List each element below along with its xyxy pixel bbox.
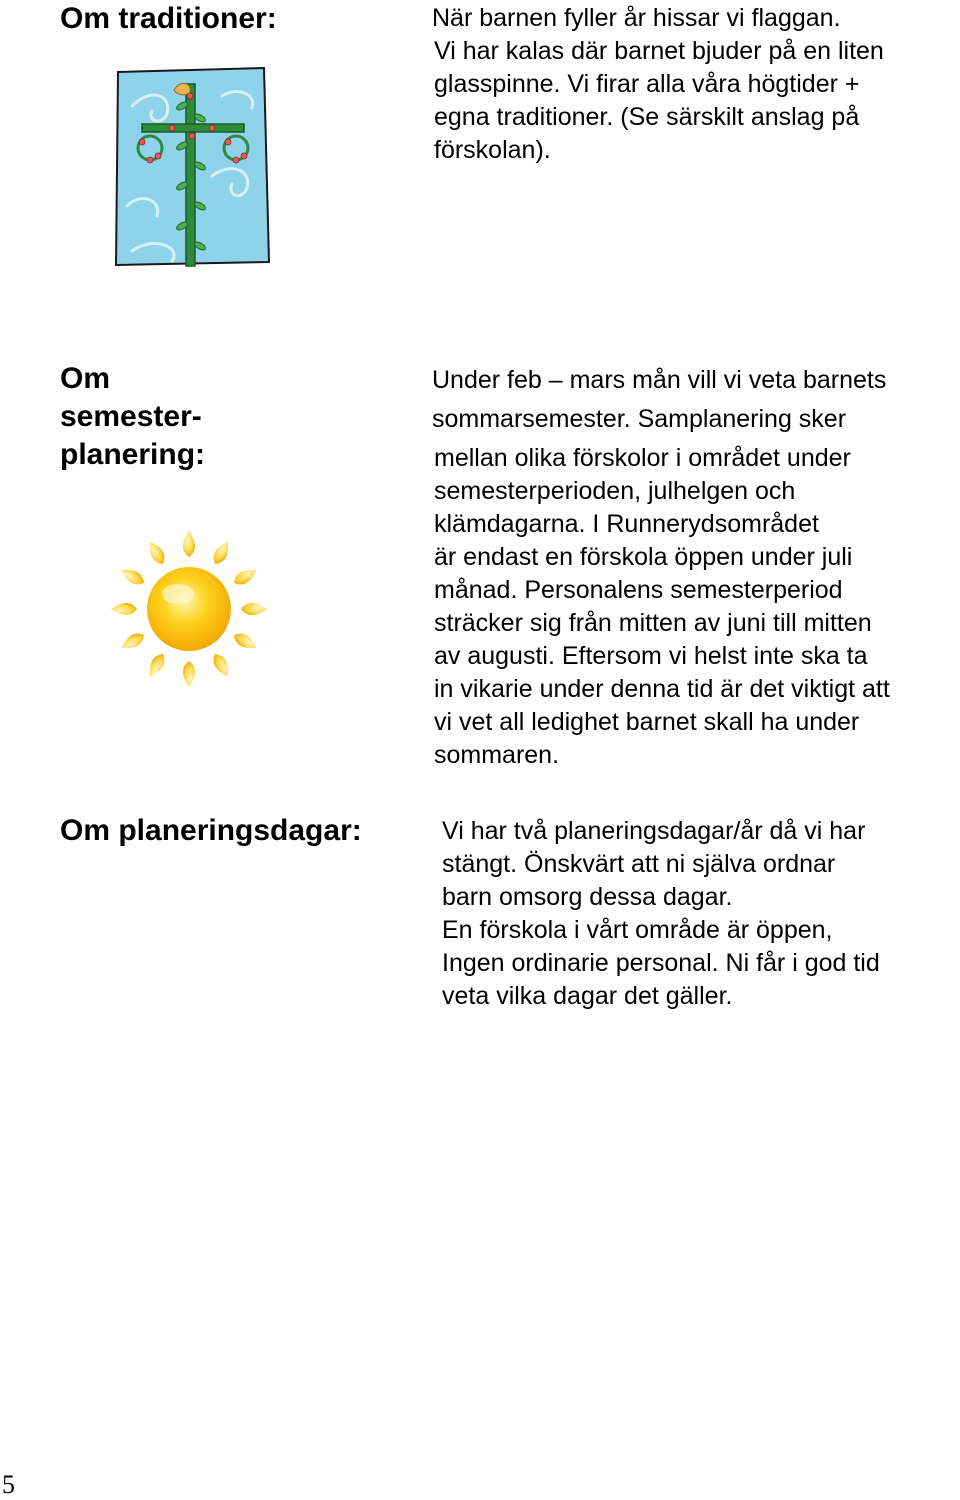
sun-illustration [106, 530, 272, 688]
vacation-text-line: av augusti. Eftersom vi helst inte ska ta [434, 642, 868, 670]
page-number: 5 [2, 1470, 15, 1499]
vacation-text-line: är endast en förskola öppen under juli [434, 543, 853, 571]
vacation-text-line: in vikarie under denna tid är det viktigt att [434, 675, 890, 703]
vacation-heading-line: semester- [60, 400, 202, 433]
vacation-heading-line: planering: [60, 438, 206, 471]
vacation-text-line: mellan olika förskolor i området under [434, 444, 851, 472]
traditions-text-line: När barnen fyller år hissar vi flaggan. [432, 4, 841, 32]
planning-days-text-line: Vi har två planeringsdagar/år då vi har [442, 817, 866, 845]
planning-days-text-line: En förskola i vårt område är öppen, [442, 916, 833, 944]
traditions-heading: Om traditioner: [60, 2, 277, 35]
vacation-heading-line: Om [60, 362, 111, 395]
vacation-text-line: semesterperioden, julhelgen och [434, 477, 796, 505]
vacation-text-line: månad. Personalens semesterperiod [434, 576, 843, 604]
planning-days-text-line: veta vilka dagar det gäller. [442, 982, 733, 1010]
vacation-text-line: sträcker sig från mitten av juni till mitten [434, 609, 872, 637]
vacation-text-line: sommarsemester. Samplanering sker [432, 405, 847, 433]
planning-days-text-line: barn omsorg dessa dagar. [442, 883, 733, 911]
vacation-text-line: Under feb – mars mån vill vi veta barnets [432, 366, 887, 394]
vacation-text-line: vi vet all ledighet barnet skall ha under [434, 708, 860, 736]
planning-days-text-line: stängt. Önskvärt att ni själva ordnar [442, 850, 836, 878]
traditions-text-line: förskolan). [434, 136, 551, 164]
traditions-text-line: glasspinne. Vi firar alla våra högtider + [434, 70, 860, 98]
planning-days-heading: Om planeringsdagar: [60, 814, 362, 847]
traditions-text-line: egna traditioner. (Se särskilt anslag på [434, 103, 860, 131]
planning-days-text-line: Ingen ordinarie personal. Ni får i god tid [442, 949, 880, 977]
vacation-text-line: klämdagarna. I Runnerydsområdet [434, 510, 819, 538]
maypole-illustration [112, 66, 274, 268]
traditions-text-line: Vi har kalas där barnet bjuder på en liten [434, 37, 884, 65]
vacation-text-line: sommaren. [434, 741, 560, 769]
